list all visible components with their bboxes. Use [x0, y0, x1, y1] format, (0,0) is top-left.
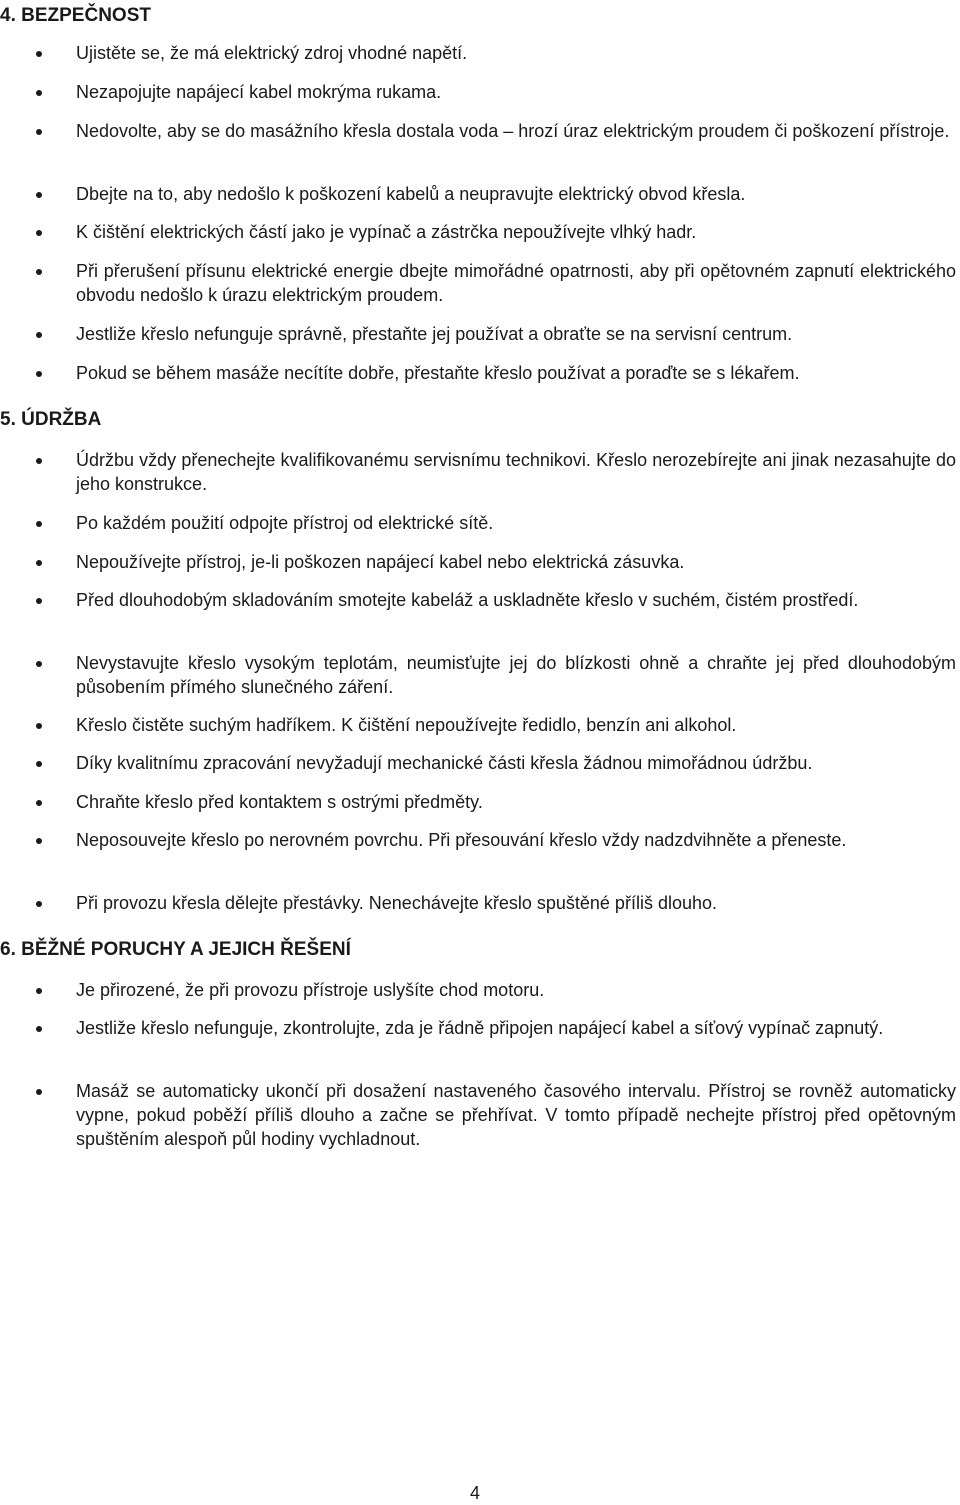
- page-number: 4: [470, 1483, 481, 1503]
- bullet-icon: [36, 560, 42, 566]
- list-item-text: Při přerušení přísunu elektrické energie dbejte mimořádné opatrnosti, aby při opětovném zapnutí elektrického obvodu nedošlo k úrazu elektrickým proudem.: [76, 261, 956, 305]
- bullet-icon: [36, 269, 42, 275]
- bullet-icon: [36, 800, 42, 806]
- bullet-icon: [36, 723, 42, 729]
- bullet-icon: [36, 838, 42, 844]
- list-item-text: Údržbu vždy přenechejte kvalifikovanému servisnímu technikovi. Křeslo nerozebírejte ani jinak nezasahujte do jeho konstrukce.: [76, 450, 956, 494]
- section-heading-maintenance: 5. ÚDRŽBA: [0, 409, 102, 430]
- list-item-text: Dbejte na to, aby nedošlo k poškození kabelů a neupravujte elektrický obvod křesla.: [76, 184, 746, 204]
- bullet-icon: [36, 458, 42, 464]
- bullet-icon: [36, 129, 42, 135]
- list-item-text: K čištění elektrických částí jako je vypínač a zástrčka nepoužívejte vlhký hadr.: [76, 222, 697, 242]
- list-item-text: Nevystavujte křeslo vysokým teplotám, neumisťujte jej do blízkosti ohně a chraňte jej před dlouhodobým působením přímého slunečného záření.: [76, 653, 956, 697]
- bullet-icon: [36, 661, 42, 667]
- section-heading-troubleshooting: 6. BĚŽNÉ PORUCHY A JEJICH ŘEŠENÍ: [0, 939, 351, 960]
- bullet-icon: [36, 371, 42, 377]
- bullet-icon: [36, 988, 42, 994]
- bullet-icon: [36, 90, 42, 96]
- bullet-icon: [36, 1026, 42, 1032]
- list-item-text: Masáž se automaticky ukončí při dosažení nastaveného časového intervalu. Přístroj se rovněž automaticky vypne, pokud poběží příliš dlouho a začne se přehřívat. V tomto případě nechejte přístroj před opětovným spuštěním alespoň půl hodiny vychladnout.: [76, 1081, 956, 1149]
- list-item-text: Jestliže křeslo nefunguje, zkontrolujte, zda je řádně připojen napájecí kabel a síťový vypínač zapnutý.: [76, 1018, 884, 1038]
- list-item-text: Po každém použití odpojte přístroj od elektrické sítě.: [76, 513, 494, 533]
- list-item-text: Neposouvejte křeslo po nerovném povrchu. Při přesouvání křeslo vždy nadzdvihněte a přeneste.: [76, 830, 847, 850]
- list-item-text: Křeslo čistěte suchým hadříkem. K čištění nepoužívejte ředidlo, benzín ani alkohol.: [76, 715, 737, 735]
- bullet-icon: [36, 230, 42, 236]
- list-item-text: Jestliže křeslo nefunguje správně, přestaňte jej používat a obraťte se na servisní centrum.: [76, 324, 793, 344]
- list-item-text: Při provozu křesla dělejte přestávky. Nenechávejte křeslo spuštěné příliš dlouho.: [76, 893, 717, 913]
- bullet-icon: [36, 332, 42, 338]
- bullet-icon: [36, 521, 42, 527]
- list-item-text: Před dlouhodobým skladováním smotejte kabeláž a uskladněte křeslo v suchém, čistém prostředí.: [76, 590, 859, 610]
- bullet-icon: [36, 761, 42, 767]
- bullet-icon: [36, 901, 42, 907]
- bullet-icon: [36, 192, 42, 198]
- list-item-text: Pokud se během masáže necítíte dobře, přestaňte křeslo používat a poraďte se s lékařem.: [76, 363, 800, 383]
- list-item-text: Nezapojujte napájecí kabel mokrýma rukama.: [76, 82, 442, 102]
- list-item-text: Je přirozené, že při provozu přístroje uslyšíte chod motoru.: [76, 980, 545, 1000]
- list-item-text: Díky kvalitnímu zpracování nevyžadují mechanické části křesla žádnou mimořádnou údržbu.: [76, 753, 813, 773]
- list-item-text: Chraňte křeslo před kontaktem s ostrými předměty.: [76, 792, 483, 812]
- bullet-icon: [36, 51, 42, 57]
- bullet-icon: [36, 598, 42, 604]
- list-item-text: Nedovolte, aby se do masážního křesla dostala voda – hrozí úraz elektrickým proudem či poškození přístroje.: [76, 121, 950, 141]
- bullet-icon: [36, 1089, 42, 1095]
- list-item-text: Nepoužívejte přístroj, je-li poškozen napájecí kabel nebo elektrická zásuvka.: [76, 552, 685, 572]
- list-item-text: Ujistěte se, že má elektrický zdroj vhodné napětí.: [76, 43, 468, 63]
- section-heading-safety: 4. BEZPEČNOST: [0, 5, 151, 26]
